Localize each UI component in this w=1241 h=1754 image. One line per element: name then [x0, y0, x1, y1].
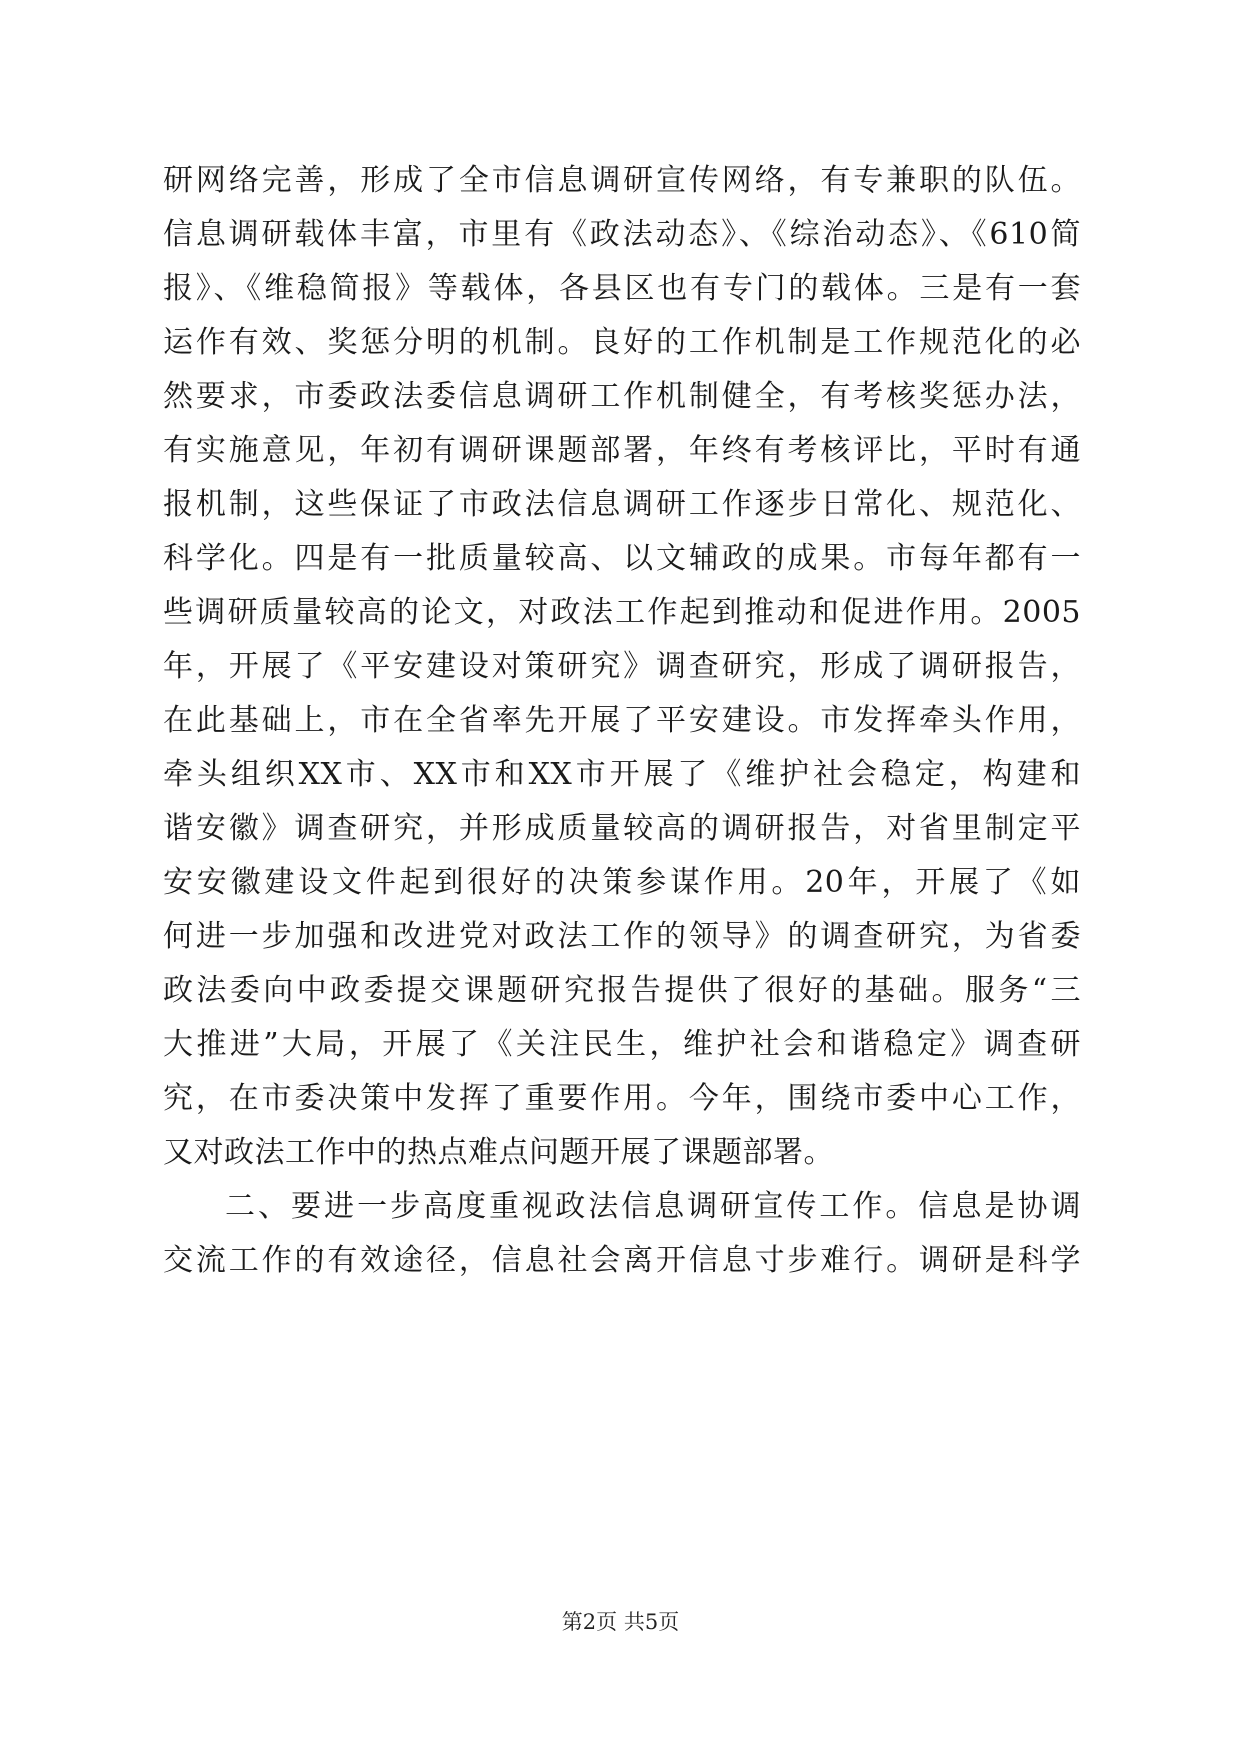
- text-line: 又对政法工作中的热点难点问题开展了课题部署。: [163, 1135, 834, 1170]
- text-line: 运作有效、奖惩分明的机制。良好的工作机制是工作规范化的必: [163, 325, 1081, 360]
- text-line: 然要求，市委政法委信息调研工作机制健全，有考核奖惩办法，: [163, 379, 1081, 414]
- text-line: 信息调研载体丰富，市里有《政法动态》、《综治动态》、《610简: [163, 217, 1081, 252]
- document-body: [163, 154, 1081, 1288]
- text-line: 在此基础上，市在全省率先开展了平安建设。市发挥牵头作用，: [163, 703, 1081, 738]
- text-line: 牵头组织XX市、XX市和XX市开展了《维护社会稳定，构建和: [163, 757, 1081, 792]
- text-line: 些调研质量较高的论文，对政法工作起到推动和促进作用。2005: [163, 595, 1081, 630]
- text-line: 谐安徽》调查研究，并形成质量较高的调研报告，对省里制定平: [163, 811, 1081, 846]
- text-line: 有实施意见，年初有调研课题部署，年终有考核评比，平时有通: [163, 433, 1081, 468]
- text-line: 政法委向中政委提交课题研究报告提供了很好的基础。服务“三: [163, 973, 1081, 1008]
- text-line: 研网络完善，形成了全市信息调研宣传网络，有专兼职的队伍。: [163, 163, 1081, 198]
- text-line: 科学化。四是有一批质量较高、以文辅政的成果。市每年都有一: [163, 541, 1081, 576]
- paragraph-first-line: 二、要进一步高度重视政法信息调研宣传工作。信息是协调: [225, 1189, 1081, 1224]
- text-line: 报机制，这些保证了市政法信息调研工作逐步日常化、规范化、: [163, 487, 1081, 522]
- page-number-footer: 第2页 共5页: [561, 1610, 680, 1634]
- text-line: 何进一步加强和改进党对政法工作的领导》的调查研究，为省委: [163, 919, 1081, 954]
- text-line: 究，在市委决策中发挥了重要作用。今年，围绕市委中心工作，: [163, 1081, 1081, 1116]
- text-line: 年，开展了《平安建设对策研究》调查研究，形成了调研报告，: [163, 649, 1081, 684]
- text-line: 交流工作的有效途径，信息社会离开信息寸步难行。调研是科学: [163, 1243, 1081, 1278]
- text-line: 报》、《维稳简报》等载体，各县区也有专门的载体。三是有一套: [163, 271, 1081, 306]
- text-line: 安安徽建设文件起到很好的决策参谋作用。20年，开展了《如: [163, 865, 1081, 900]
- text-line: 大推进”大局，开展了《关注民生，维护社会和谐稳定》调查研: [163, 1027, 1081, 1062]
